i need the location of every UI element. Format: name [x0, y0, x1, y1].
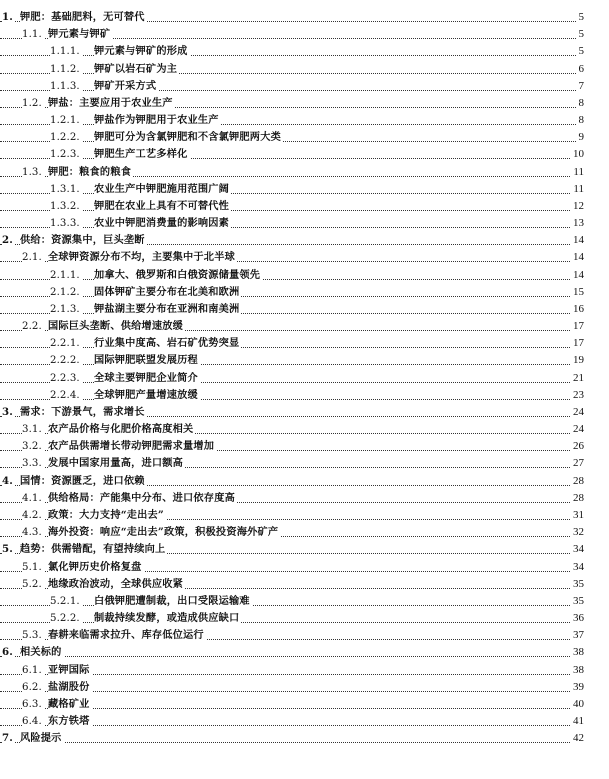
toc-entry-title[interactable]: 农业中钾肥消费量的影响因素 — [94, 215, 231, 232]
toc-entry[interactable] — [0, 524, 609, 541]
toc-entry-title[interactable]: 加拿大、俄罗斯和白俄资源储量领先 — [94, 267, 262, 284]
toc-entry[interactable] — [0, 730, 609, 747]
toc-entry-number: 6.2. — [22, 679, 44, 696]
toc-entry-page[interactable]: 15 — [571, 284, 584, 301]
toc-entry[interactable] — [0, 507, 609, 524]
toc-entry-number: 1.3.3. — [50, 215, 82, 232]
toc-entry-page[interactable]: 5 — [577, 26, 585, 43]
toc-entry[interactable] — [0, 318, 609, 335]
toc-entry-page[interactable]: 26 — [571, 438, 584, 455]
toc-entry[interactable] — [0, 112, 609, 129]
toc-entry-title[interactable]: 藏格矿业 — [48, 696, 92, 713]
toc-entry[interactable] — [0, 696, 609, 713]
toc-entry-title[interactable]: 钾盐作为钾肥用于农业生产 — [94, 112, 221, 129]
toc-entry-page[interactable]: 41 — [571, 713, 584, 730]
toc-entry[interactable] — [0, 473, 609, 490]
toc-entry-page[interactable]: 36 — [571, 610, 584, 627]
toc-entry[interactable] — [0, 593, 609, 610]
dot-leader — [0, 313, 584, 314]
toc-entry-title[interactable]: 钾元素与钾矿 — [48, 26, 112, 43]
toc-entry-title[interactable]: 钾肥生产工艺多样化 — [94, 146, 190, 163]
dot-leader — [0, 742, 584, 743]
toc-entry[interactable] — [0, 284, 609, 301]
toc-entry-page[interactable]: 5 — [577, 43, 585, 60]
dot-leader — [0, 279, 584, 280]
dot-leader — [0, 141, 584, 142]
dot-leader — [0, 296, 584, 297]
toc-entry-title[interactable]: 农产品价格与化肥价格高度相关 — [48, 421, 195, 438]
toc-entry[interactable] — [0, 215, 609, 232]
toc-entry-number: 1.3.1. — [50, 181, 82, 198]
toc-entry[interactable] — [0, 335, 609, 352]
toc-entry-page[interactable]: 7 — [577, 78, 585, 95]
toc-entry-page[interactable]: 10 — [571, 146, 584, 163]
toc-entry-title[interactable]: 相关标的 — [20, 644, 64, 661]
toc-entry-number: 2.2.2. — [50, 352, 82, 369]
toc-entry-page[interactable]: 11 — [571, 164, 584, 181]
toc-entry-page[interactable]: 17 — [571, 318, 584, 335]
toc-entry[interactable] — [0, 490, 609, 507]
dot-leader — [0, 55, 584, 56]
toc-entry-page[interactable]: 35 — [571, 593, 584, 610]
dot-leader — [0, 158, 584, 159]
toc-entry[interactable] — [0, 438, 609, 455]
toc-entry-title[interactable]: 政策：大力支持“走出去” — [48, 507, 166, 524]
toc-entry-number: 7. — [2, 730, 15, 747]
toc-entry-title[interactable]: 钾盐：主要应用于农业生产 — [48, 95, 175, 112]
toc-entry-title[interactable]: 亚钾国际 — [48, 662, 92, 679]
dot-leader — [0, 364, 584, 365]
toc-entry[interactable] — [0, 455, 609, 472]
toc-entry-page[interactable]: 38 — [571, 662, 584, 679]
toc-entry-page[interactable]: 27 — [571, 455, 584, 472]
toc-entry[interactable] — [0, 232, 609, 249]
toc-entry-number: 5.2.2. — [50, 610, 82, 627]
toc-entry-page[interactable]: 16 — [571, 301, 584, 318]
dot-leader — [0, 193, 584, 194]
toc-entry-number: 1. — [2, 9, 15, 26]
toc-entry-title[interactable]: 风险提示 — [20, 730, 64, 747]
toc-entry-title[interactable]: 趋势：供需错配，有望持续向上 — [20, 541, 167, 558]
toc-entry-page[interactable]: 8 — [577, 95, 585, 112]
toc-entry-title[interactable]: 全球主要钾肥企业简介 — [94, 370, 200, 387]
toc-entry-page[interactable]: 14 — [571, 249, 584, 266]
toc-entry-number: 1.3.2. — [50, 198, 82, 215]
dot-leader — [0, 656, 584, 657]
toc-entry-page[interactable]: 23 — [571, 387, 584, 404]
toc-entry-title[interactable]: 发展中国家用量高，进口额高 — [48, 455, 185, 472]
toc-entry-page[interactable]: 31 — [571, 507, 584, 524]
toc-entry-title[interactable]: 盐湖股份 — [48, 679, 92, 696]
dot-leader — [0, 210, 584, 211]
toc-entry-number: 5.2.1. — [50, 593, 82, 610]
toc-entry[interactable] — [0, 370, 609, 387]
toc-entry-page[interactable]: 5 — [577, 9, 585, 26]
toc-entry-number: 2.2.1. — [50, 335, 82, 352]
toc-entry-page[interactable]: 35 — [571, 576, 584, 593]
toc-entry-title[interactable]: 全球钾资源分布不均，主要集中于北半球 — [48, 249, 237, 266]
toc-entry[interactable] — [0, 713, 609, 730]
toc-entry[interactable] — [0, 181, 609, 198]
toc-entry-title[interactable]: 海外投资：响应“走出去”政策，积极投资海外矿产 — [48, 524, 280, 541]
toc-entry[interactable] — [0, 267, 609, 284]
toc-entry-number: 1.1. — [22, 26, 44, 43]
toc-entry-title[interactable]: 国际钾肥联盟发展历程 — [94, 352, 200, 369]
toc-entry-number: 2.2.3. — [50, 370, 82, 387]
toc-entry-page[interactable]: 13 — [571, 215, 584, 232]
toc-entry[interactable] — [0, 95, 609, 112]
toc-entry-title[interactable]: 国际巨头垄断、供给增速放缓 — [48, 318, 185, 335]
toc-entry[interactable] — [0, 146, 609, 163]
toc-entry-page[interactable]: 8 — [577, 112, 585, 129]
toc-entry-title[interactable]: 供给：资源集中，巨头垄断 — [20, 232, 147, 249]
toc-entry-number: 1.2.3. — [50, 146, 82, 163]
toc-entry-title[interactable]: 春耕来临需求拉升、库存低位运行 — [48, 627, 206, 644]
dot-leader — [0, 622, 584, 623]
toc-entry[interactable] — [0, 627, 609, 644]
toc-entry[interactable] — [0, 679, 609, 696]
toc-entry-number: 6.3. — [22, 696, 44, 713]
toc-entry-title[interactable]: 全球钾肥产量增速放缓 — [94, 387, 200, 404]
toc-entry-number: 6.4. — [22, 713, 44, 730]
toc-entry-page[interactable]: 14 — [571, 232, 584, 249]
toc-entry-title[interactable]: 钾肥：粮食的粮食 — [48, 164, 133, 181]
toc-entry-title[interactable]: 国情：资源匮乏，进口依赖 — [20, 473, 147, 490]
toc-entry[interactable] — [0, 404, 609, 421]
toc-entry[interactable] — [0, 61, 609, 78]
toc-entry-page[interactable]: 34 — [571, 541, 584, 558]
toc-entry-page[interactable]: 6 — [577, 61, 585, 78]
toc-entry[interactable] — [0, 541, 609, 558]
toc-entry-title[interactable]: 钾矿开采方式 — [94, 78, 158, 95]
toc-entry-page[interactable]: 14 — [571, 267, 584, 284]
toc-entry-title[interactable]: 钾矿以岩石矿为主 — [94, 61, 179, 78]
toc-entry-title[interactable]: 制裁持续发酵，或造成供应缺口 — [94, 610, 241, 627]
toc-entry[interactable] — [0, 129, 609, 146]
dot-leader — [0, 605, 584, 606]
toc-entry[interactable] — [0, 301, 609, 318]
toc-entry-page[interactable]: 40 — [571, 696, 584, 713]
toc-entry[interactable] — [0, 249, 609, 266]
toc-entry-number: 2.1.2. — [50, 284, 82, 301]
toc-entry-page[interactable]: 39 — [571, 679, 584, 696]
toc-entry-number: 4.2. — [22, 507, 44, 524]
dot-leader — [0, 227, 584, 228]
toc-entry-title[interactable]: 农业生产中钾肥施用范围广阔 — [94, 181, 231, 198]
toc-entry-number: 2.2.4. — [50, 387, 82, 404]
toc-entry[interactable] — [0, 9, 609, 26]
toc-entry[interactable] — [0, 610, 609, 627]
toc-entry[interactable] — [0, 644, 609, 661]
toc-entry-number: 1.2. — [22, 95, 44, 112]
toc-entry-number: 4. — [2, 473, 15, 490]
toc-entry-page[interactable]: 11 — [571, 181, 584, 198]
dot-leader — [0, 124, 584, 125]
toc-entry-page[interactable]: 28 — [571, 473, 584, 490]
toc-entry[interactable] — [0, 78, 609, 95]
toc-entry-page[interactable]: 17 — [571, 335, 584, 352]
toc-entry-number: 3.3. — [22, 455, 44, 472]
toc-entry-title[interactable]: 钾肥在农业上具有不可替代性 — [94, 198, 231, 215]
toc-entry-page[interactable]: 21 — [571, 370, 584, 387]
toc-entry-title[interactable]: 供给格局：产能集中分布、进口依存度高 — [48, 490, 237, 507]
toc-entry-title[interactable]: 钾肥可分为含氯钾肥和不含氯钾肥两大类 — [94, 129, 283, 146]
toc-entry[interactable] — [0, 662, 609, 679]
dot-leader — [0, 73, 584, 74]
toc-entry-number: 5.3. — [22, 627, 44, 644]
toc-entry-title[interactable]: 地缘政治波动，全球供应收紧 — [48, 576, 185, 593]
toc-entry-title[interactable]: 行业集中度高、岩石矿优势突显 — [94, 335, 241, 352]
toc-entry-title[interactable]: 农产品供需增长带动钾肥需求量增加 — [48, 438, 216, 455]
toc-entry-number: 3.1. — [22, 421, 44, 438]
toc-entry-page[interactable]: 19 — [571, 352, 584, 369]
toc-entry[interactable] — [0, 198, 609, 215]
toc-entry-number: 6. — [2, 644, 15, 661]
toc-entry-title[interactable]: 需求：下游景气，需求增长 — [20, 404, 147, 421]
toc-entry-page[interactable]: 28 — [571, 490, 584, 507]
toc-entry-number: 3. — [2, 404, 15, 421]
table-of-contents — [0, 9, 609, 747]
dot-leader — [0, 382, 584, 383]
toc-entry-number: 1.2.1. — [50, 112, 82, 129]
toc-entry-number: 4.3. — [22, 524, 44, 541]
toc-entry-number: 1.3. — [22, 164, 44, 181]
toc-entry-page[interactable]: 9 — [577, 129, 585, 146]
toc-entry-page[interactable]: 32 — [571, 524, 584, 541]
toc-entry-number: 4.1. — [22, 490, 44, 507]
toc-entry-title[interactable]: 钾元素与钾矿的形成 — [94, 43, 190, 60]
toc-entry-number: 1.1.1. — [50, 43, 82, 60]
dot-leader — [0, 347, 584, 348]
toc-entry-number: 3.2. — [22, 438, 44, 455]
toc-entry-page[interactable]: 34 — [571, 559, 584, 576]
toc-entry[interactable] — [0, 559, 609, 576]
toc-entry-page[interactable]: 24 — [571, 404, 584, 421]
toc-entry-page[interactable]: 37 — [571, 627, 584, 644]
toc-entry-page[interactable]: 38 — [571, 644, 584, 661]
toc-entry[interactable] — [0, 26, 609, 43]
toc-entry-number: 2.1.1. — [50, 267, 82, 284]
toc-entry-number: 2.1.3. — [50, 301, 82, 318]
toc-entry[interactable] — [0, 421, 609, 438]
toc-entry-number: 1.1.2. — [50, 61, 82, 78]
toc-entry-number: 2.2. — [22, 318, 44, 335]
toc-entry[interactable] — [0, 576, 609, 593]
toc-entry-title[interactable]: 东方铁塔 — [48, 713, 92, 730]
toc-entry-title[interactable]: 钾肥：基础肥料，无可替代 — [20, 9, 147, 26]
toc-entry-title[interactable]: 白俄钾肥遭制裁，出口受限运输难 — [94, 593, 252, 610]
toc-entry-title[interactable]: 钾盐湖主要分布在亚洲和南美洲 — [94, 301, 241, 318]
toc-entry-number: 5.1. — [22, 559, 44, 576]
toc-entry-page[interactable]: 42 — [571, 730, 584, 747]
toc-entry[interactable] — [0, 164, 609, 181]
toc-entry-number: 2.1. — [22, 249, 44, 266]
toc-entry-page[interactable]: 24 — [571, 421, 584, 438]
toc-entry[interactable] — [0, 387, 609, 404]
toc-entry-number: 5.2. — [22, 576, 44, 593]
toc-entry[interactable] — [0, 352, 609, 369]
toc-entry-number: 1.1.3. — [50, 78, 82, 95]
toc-entry-title[interactable]: 氯化钾历史价格复盘 — [48, 559, 144, 576]
toc-entry-number: 1.2.2. — [50, 129, 82, 146]
toc-entry-number: 2. — [2, 232, 15, 249]
dot-leader — [0, 90, 584, 91]
dot-leader — [0, 399, 584, 400]
toc-entry[interactable] — [0, 43, 609, 60]
toc-entry-number: 6.1. — [22, 662, 44, 679]
toc-entry-title[interactable]: 固体钾矿主要分布在北美和欧洲 — [94, 284, 241, 301]
toc-entry-number: 5. — [2, 541, 15, 558]
toc-entry-page[interactable]: 12 — [571, 198, 584, 215]
